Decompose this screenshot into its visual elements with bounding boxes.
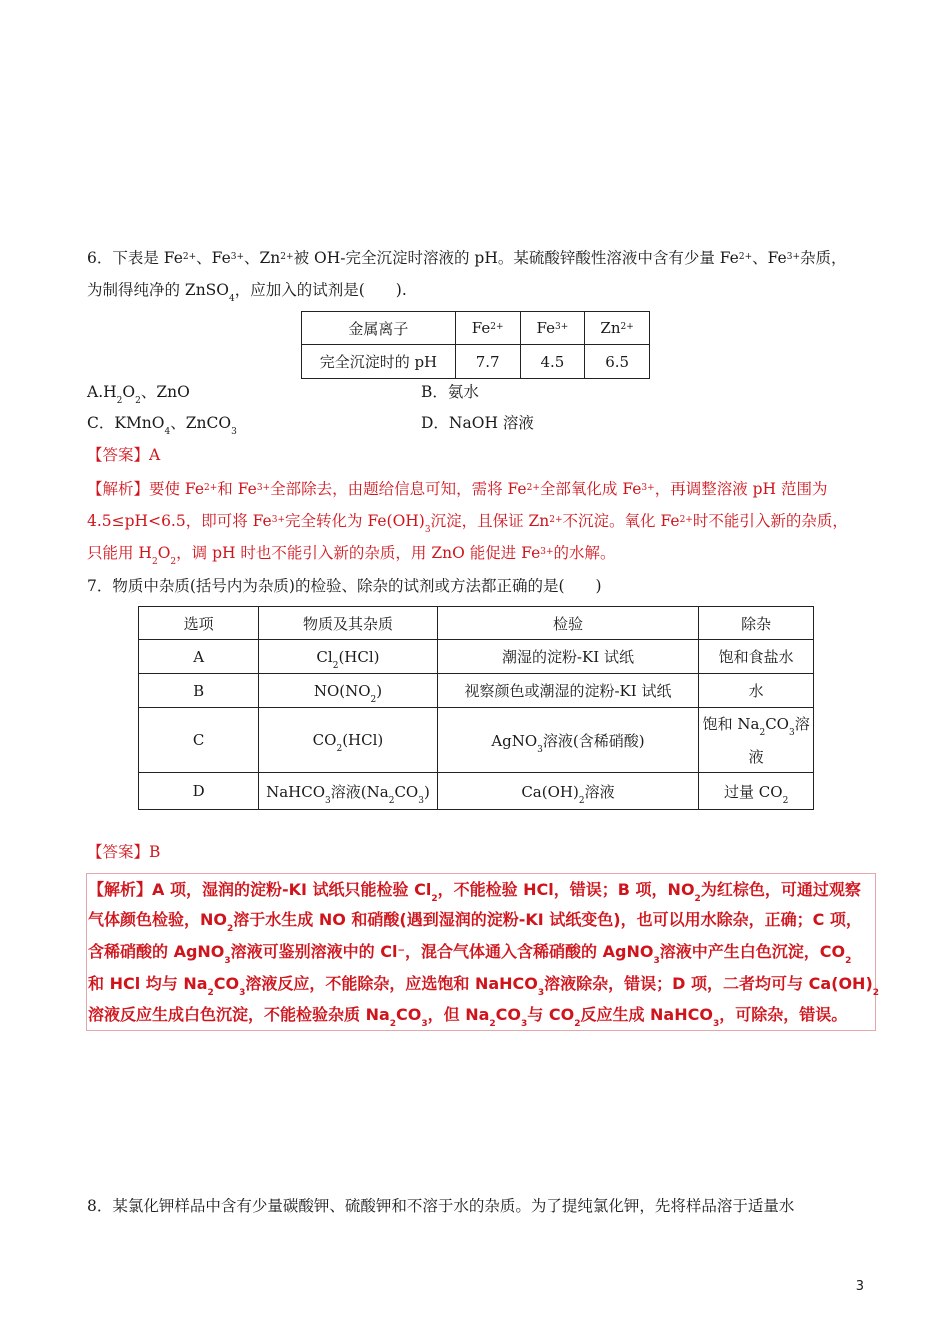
cell: AgNO$_3$溶液(含稀硝酸) bbox=[437, 708, 699, 773]
cell: 视察颜色或潮湿的淀粉-KI 试纸 bbox=[437, 674, 699, 708]
q6-stem-line2 bbox=[87, 278, 407, 305]
table-row bbox=[139, 708, 814, 773]
sup: 2+ bbox=[280, 252, 294, 262]
text: 、Fe bbox=[196, 249, 231, 267]
cell: 饱和 $Na_2CO_3$溶 液 bbox=[699, 708, 814, 773]
q8-stem: 8．某氯化钾样品中含有少量碳酸钾、硫酸钾和不溶于水的杂质。为了提纯氯化钾，先将样品溶于适量水 bbox=[87, 1197, 795, 1215]
page-number: 3 bbox=[855, 1279, 864, 1294]
text: ，应加入的试剂是( ). bbox=[234, 281, 407, 299]
q6-table-header-label: 金属离子 bbox=[302, 312, 456, 345]
text: 杂质， bbox=[800, 249, 847, 267]
text: 为制得纯净的 ZnSO bbox=[87, 281, 230, 299]
q7-analysis-line4: 和 HCl 均与 $Na_2CO_3$溶液反应，不能除杂，应选饱和 NaHCO$_3$溶液除杂，错误；D 项，二者均可与 $Ca(OH)_2$ bbox=[88, 974, 880, 998]
q7-header: 选项 bbox=[139, 607, 259, 640]
q6-table bbox=[301, 311, 650, 379]
q6-option-d: D．NaOH 溶液 bbox=[421, 414, 534, 432]
text: 6．下表是 Fe bbox=[87, 249, 183, 267]
cell: C bbox=[139, 708, 259, 773]
q6-option-c: C．KMnO$_4$、ZnCO$_3$ bbox=[87, 414, 237, 437]
sub: 4 bbox=[229, 294, 235, 304]
q7-header: 检验 bbox=[437, 607, 699, 640]
q6-analysis-line3: 只能用 $H_2O_2$，调 pH 时也不能引入新的杂质，用 ZnO 能促进 $Fe^{3+}$的水解。 bbox=[87, 544, 616, 567]
q7-analysis-line1: 【解析】A 项，湿润的淀粉-KI 试纸只能检验 $Cl_2$，不能检验 HCl，错误；B 项，$NO_2$为红棕色，可通过观察 bbox=[88, 880, 861, 904]
q6-table-value: 4.5 bbox=[520, 345, 585, 379]
table-row bbox=[139, 640, 814, 674]
q7-header: 除杂 bbox=[699, 607, 814, 640]
cell: 饱和食盐水 bbox=[699, 640, 814, 674]
q7-analysis-line2: 气体颜色检验，$NO_2$溶于水生成 NO 和硝酸(遇到湿润的淀粉-KI 试纸变色)，也可以用水除杂，正确；C 项， bbox=[88, 910, 862, 934]
cell: NaHCO$_3$溶液$(Na_2CO_3)$ bbox=[259, 773, 437, 810]
q7-analysis-line5: 溶液反应生成白色沉淀，不能检验杂质 $Na_2CO_3$，但 $Na_2CO_3$与 $CO_2$反应生成 NaHCO$_3$，可除杂，错误。 bbox=[88, 1005, 848, 1029]
q6-table-ion: $Zn^{2+}$ bbox=[585, 312, 650, 345]
table-row bbox=[139, 674, 814, 708]
cell: $CO_2(HCl)$ bbox=[259, 708, 437, 773]
q6-analysis-line1: 【解析】要使 $Fe^{2+}$和 $Fe^{3+}$全部除去，由题给信息可知，需将 $Fe^{2+}$全部氧化成 $Fe^{3+}$，再调整溶液 pH 范围为 bbox=[87, 480, 828, 498]
q6-stem-line1 bbox=[87, 246, 847, 273]
q7-table bbox=[138, 606, 814, 810]
cell: D bbox=[139, 773, 259, 810]
q6-table-ion: $Fe^{2+}$ bbox=[455, 312, 520, 345]
cell: 水 bbox=[699, 674, 814, 708]
q6-table-value: 7.7 bbox=[455, 345, 520, 379]
text: 、Fe bbox=[752, 249, 787, 267]
q7-analysis-line3: 含稀硝酸的 AgNO$_3$溶液可鉴别溶液中的 Cl−，混合气体通入含稀硝酸的 AgNO$_3$溶液中产生白色沉淀，$CO_2$ bbox=[88, 942, 852, 966]
cell: $NO(NO_2)$ bbox=[259, 674, 437, 708]
sup: 2+ bbox=[182, 252, 197, 262]
cell: 过量 $CO_2$ bbox=[699, 773, 814, 810]
q6-table-ion: $Fe^{3+}$ bbox=[520, 312, 585, 345]
q6-answer: 【答案】A bbox=[87, 446, 161, 464]
q7-header: 物质及其杂质 bbox=[259, 607, 437, 640]
cell: $Cl_2(HCl)$ bbox=[259, 640, 437, 674]
q7-stem: 7．物质中杂质(括号内为杂质)的检验、除杂的试剂或方法都正确的是( ) bbox=[87, 577, 602, 595]
text: 被 OH-完全沉淀时溶液的 pH。某硫酸锌酸性溶液中含有少量 Fe bbox=[293, 249, 739, 267]
q6-option-a: $A.H_2O_2$、ZnO bbox=[87, 383, 190, 406]
q6-table-row-label: 完全沉淀时的 pH bbox=[302, 345, 456, 379]
sup: 3+ bbox=[230, 252, 245, 262]
sup: 2+ bbox=[738, 252, 753, 262]
cell: A bbox=[139, 640, 259, 674]
q6-table-value: 6.5 bbox=[585, 345, 650, 379]
cell: $Ca(OH)_2$溶液 bbox=[437, 773, 699, 810]
q6-option-b: B．氨水 bbox=[421, 383, 479, 401]
q6-analysis-line2: 4.5≤pH<6.5，即可将 $Fe^{3+}$完全转化为 $Fe(OH)_3$沉淀，且保证 $Zn^{2+}$不沉淀。氧化 $Fe^{2+}$时不能引入新的杂质， bbox=[87, 512, 848, 535]
cell: 潮湿的淀粉-KI 试纸 bbox=[437, 640, 699, 674]
sup: 3+ bbox=[786, 252, 800, 262]
table-row bbox=[139, 773, 814, 810]
text: 、Zn bbox=[244, 249, 281, 267]
q7-answer: 【答案】B bbox=[87, 843, 161, 861]
cell: B bbox=[139, 674, 259, 708]
